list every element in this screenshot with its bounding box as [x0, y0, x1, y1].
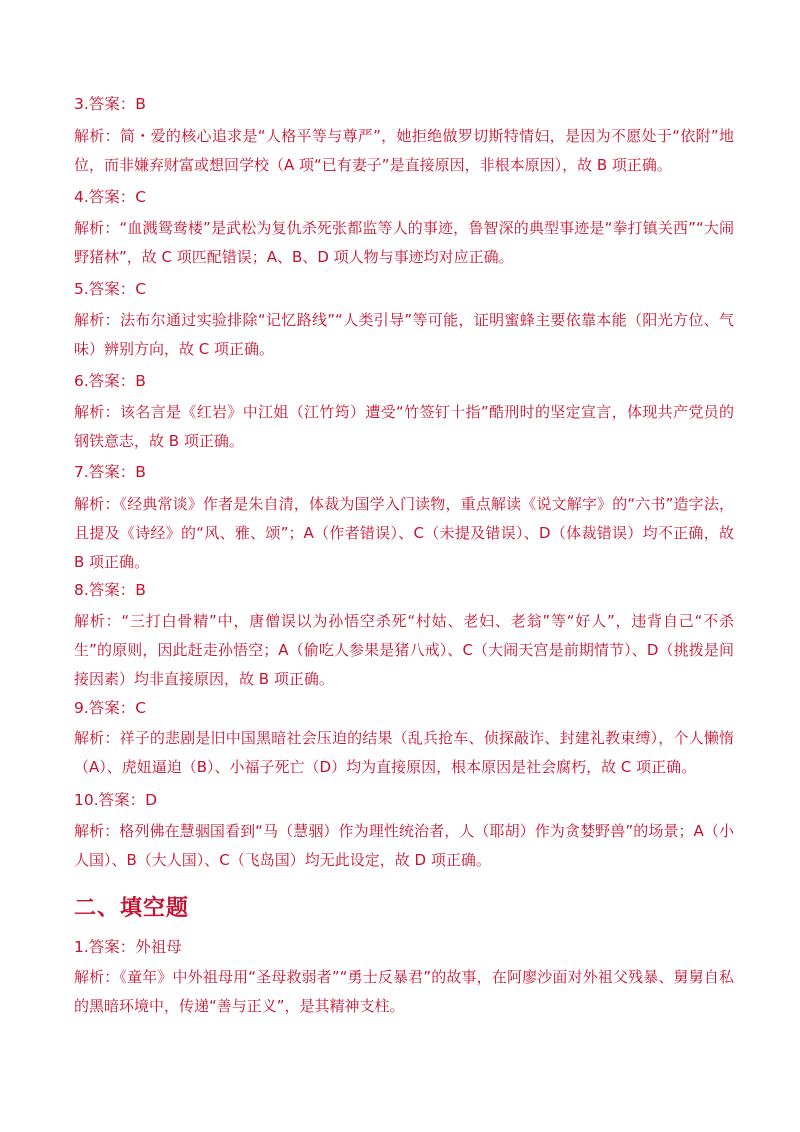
explanation-4: 解析：“血溅鸳鸯楼”是武松为复仇杀死张都监等人的事迹，鲁智深的典型事迹是“拳打镇关西”“大闹野猪林”，故 C 项匹配错误；A、B、D 项人物与事迹均对应正确。: [74, 219, 734, 266]
explanation-7: 解析：《经典常谈》作者是朱自清，体裁为国学入门读物，重点解读《说文解字》的“六书”造字法，且提及《诗经》的“风、雅、颂”；A（作者错误）、C（未提及错误）、D（体裁错误）均不正确，故 B 项正确。: [74, 495, 734, 571]
answer-8: 8.答案：B: [74, 581, 146, 599]
answer-7: 7.答案：B: [74, 463, 146, 481]
explanation-3: 解析：简・爱的核心追求是“人格平等与尊严”，她拒绝做罗切斯特情妇，是因为不愿处于“依附”地位，而非嫌弃财富或想回学校（A 项“已有妻子”是直接原因，非根本原因），故 B 项正确。: [74, 127, 734, 174]
answer-5: 5.答案：C: [74, 280, 147, 298]
section-heading-fill-blank: 二、填空题: [74, 896, 190, 921]
fill-explanation-1: 解析：《童年》中外祖母用“圣母救弱者”“勇士反暴君”的故事，在阿廖沙面对外祖父残暴、舅舅自私的黑暗环境中，传递“善与正义”，是其精神支柱。: [74, 968, 734, 1015]
answer-4: 4.答案：C: [74, 188, 147, 206]
explanation-8: 解析：“三打白骨精”中，唐僧误以为孙悟空杀死“村姑、老妇、老翁”等“好人”，违背自己“不杀生”的原则，因此赶走孙悟空；A（偷吃人参果是猪八戒）、C（大闹天宫是前期情节）、D（挑拨是间接因素）均非直接原因，故 B 项正确。: [74, 612, 734, 688]
explanation-10: 解析：格列佛在慧骃国看到“马（慧骃）作为理性统治者，人（耶胡）作为贪婪野兽”的场景；A（小人国）、B（大人国）、C（飞岛国）均无此设定，故 D 项正确。: [74, 822, 734, 869]
answer-10: 10.答案：D: [74, 791, 158, 809]
answer-6: 6.答案：B: [74, 372, 146, 390]
explanation-5: 解析：法布尔通过实验排除“记忆路线”“人类引导”等可能，证明蜜蜂主要依靠本能（阳光方位、气味）辨别方向，故 C 项正确。: [74, 311, 734, 358]
answer-9: 9.答案：C: [74, 699, 147, 717]
explanation-6: 解析：该名言是《红岩》中江姐（江竹筠）遭受“竹签钉十指”酷刑时的坚定宣言，体现共产党员的钢铁意志，故 B 项正确。: [74, 403, 734, 450]
fill-answer-1: 1.答案：外祖母: [74, 938, 182, 956]
answer-3: 3.答案：B: [74, 95, 146, 113]
explanation-9: 解析：祥子的悲剧是旧中国黑暗社会压迫的结果（乱兵抢车、侦探敲诈、封建礼教束缚），个人懒惰（A）、虎妞逼迫（B）、小福子死亡（D）均为直接原因，根本原因是社会腐朽，故 C 项正确。: [74, 729, 734, 776]
